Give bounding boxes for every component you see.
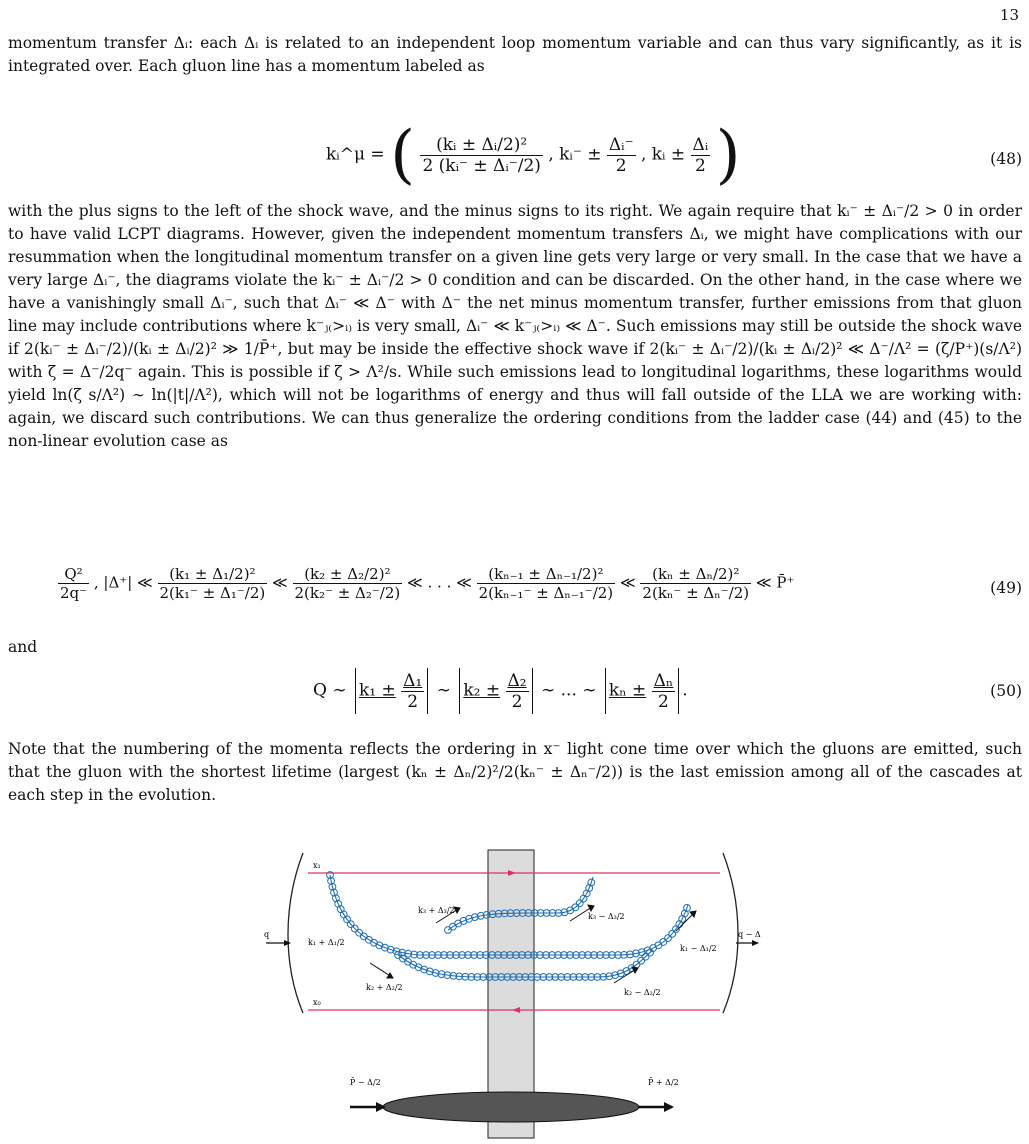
eq48-plus-component: $\frac{\text{(kᵢ ± Δᵢ/2)²}}{\text{2 (kᵢ⁻ ± Δᵢ⁻/2)}}$ xyxy=(422,134,541,176)
label-x0: x₀ xyxy=(313,998,321,1007)
equation-48: kᵢ^μ = ( $\frac{\text{(kᵢ ± Δᵢ/2)²}}{\text{2 (kᵢ⁻ ± Δᵢ⁻/2)}}$ , kᵢ⁻ ± $\frac{\text{Δᵢ⁻}}{2}$ , kᵢ ± $\frac{\text{Δᵢ}}{2}$ ) (48) xyxy=(326,118,1022,192)
equation-number: (49) xyxy=(990,579,1022,597)
equation-50: Q ∼ k₁ ± $\frac{\text{Δ₁}}{2}$ ∼ k₂ ± $\frac{\text{Δ₂}}{2}$ ∼ ... ∼ kₙ ± $\frac{\text{Δₙ}}{2}$ . (50) xyxy=(8,668,1022,724)
label-p-plus: P̄ + Δ/2 xyxy=(648,1078,679,1087)
label-k3-minus: k₃ − Δ₃/2 xyxy=(588,912,625,921)
paragraph-2: with the plus signs to the left of the shock wave, and the minus signs to its right. We again require that kᵢ⁻ ± Δᵢ⁻/2 > 0 in order to have valid LCPT diagrams. However, given the independent momentum transfers Δᵢ, we might have complications with our resummation when the longitudinal momentum transfer on a given line gets very large or very small. In the case that we have a very large Δᵢ⁻, the diagrams violate the kᵢ⁻ ± Δᵢ⁻/2 > 0 condition and can be discarded. On the other hand, in the case where we have a vanishingly small Δᵢ⁻, such that Δᵢ⁻ ≪ Δ⁻ with Δ⁻ the net minus momentum transfer, further emissions from that gluon line may include contributions where k⁻ⱼ₍>ᵢ₎ is very small, Δᵢ⁻ ≪ k⁻ⱼ₍>ᵢ₎ ≪ Δ⁻. Such emissions may still be outside the shock wave if 2(kᵢ⁻ ± Δᵢ⁻/2)/(kᵢ ± Δᵢ/2)² ≫ 1/P̄⁺, but may be inside the effective shock wave if 2(kᵢ⁻ ± Δᵢ⁻/2)/(kᵢ ± Δᵢ/2)² ≪ Δ⁻/Λ² = (ζ/P⁺)(s/Λ²) with ζ = Δ⁻/2q⁻ again. This is possible if ζ > Λ²/s. While such emissions lead to longitudinal logarithms, these logarithms would yield ln(ζ s/Λ²) ∼ ln(|t|/Λ²), which will not be logarithms of energy and thus will fall outside of the LLA we are working with: again, we discard such contributions. We can thus generalize the ordering conditions from the ladder case (44) and (45) to the non-linear evolution case as xyxy=(8,202,1022,450)
right-bracket xyxy=(723,853,738,1013)
target-ellipse xyxy=(383,1092,639,1122)
label-p-minus: P̄ − Δ/2 xyxy=(350,1078,381,1087)
eq48-lhs: kᵢ^μ = xyxy=(326,144,385,165)
label-q: q xyxy=(264,930,270,939)
equation-49: $\frac{\text{Q²}}{2q^-}$ , |Δ⁺| ≪ $\frac{\text{(k₁ ± Δ₁/2)²}}{\text{2(k₁⁻ ± Δ₁⁻/2)}}$ ≪ $\frac{\text{(k₂ ± Δ₂/2)²}}{\text{2(k₂⁻ ± Δ₂⁻/2)}}$ ≪ . . . ≪ $\frac{\text{(kₙ₋₁ ± Δₙ₋₁/2)²}}{\text{2(kₙ₋₁⁻ ± Δₙ₋₁⁻/2)}}$ ≪ $\frac{\text{(kₙ ± Δₙ/2)²}}{\text{2(kₙ⁻ ± Δₙ⁻/2)}}$ ≪ P̄⁺ (49) xyxy=(60,565,1022,602)
label-k2-plus: k₂ + Δ₂/2 xyxy=(366,983,403,992)
and-text: and xyxy=(8,638,38,656)
page-number: 13 xyxy=(999,6,1019,24)
eq48-perp-component: $\frac{\text{Δᵢ}}{2}$ xyxy=(692,134,709,176)
label-k1-plus: k₁ + Δ₁/2 xyxy=(308,938,345,947)
equation-number: (48) xyxy=(990,150,1022,168)
label-k3-plus: k₃ + Δ₃/2 xyxy=(418,906,455,915)
feynman-diagram-figure xyxy=(258,845,778,1144)
label-x1: x₁ xyxy=(313,861,321,870)
label-k2-minus: k₂ − Δ₂/2 xyxy=(624,988,661,997)
eq48-minus-component: $\frac{\text{Δᵢ⁻}}{2}$ xyxy=(608,134,634,176)
label-q-minus-delta: q − Δ xyxy=(738,930,761,939)
paragraph-1: momentum transfer Δᵢ: each Δᵢ is related to an independent loop momentum variable and can thus vary significantly, as it is integrated over. Each gluon line has a momentum labeled as xyxy=(8,34,1022,75)
paragraph-3: Note that the numbering of the momenta reflects the ordering in x⁻ light cone time over which the gluons are emitted, such that the gluon with the shortest lifetime (largest (kₙ ± Δₙ/2)²/2(kₙ⁻ ± Δₙ⁻/2)) is the last emission among all of the cascades at each step in the evolution. xyxy=(8,740,1022,804)
label-k1-minus: k₁ − Δ₁/2 xyxy=(680,944,717,953)
left-bracket xyxy=(288,853,303,1013)
equation-number: (50) xyxy=(990,682,1022,700)
